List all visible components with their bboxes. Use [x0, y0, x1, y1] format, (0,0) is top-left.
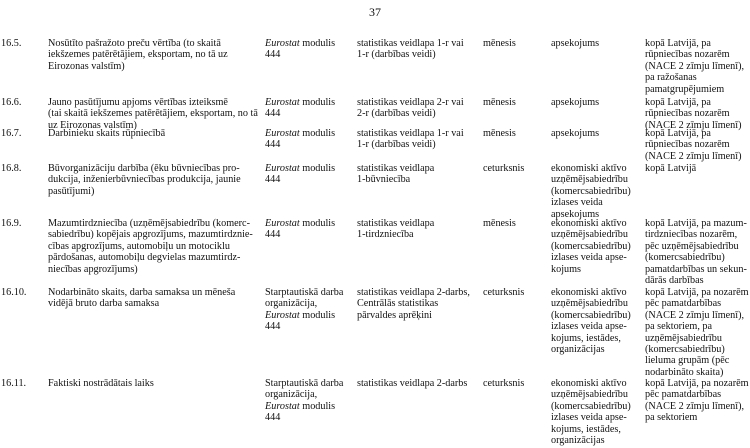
breakdown-detail: kopā Latvijā, pa rūpniecības nozarēm (NACE 2 zīmju līmenī) — [645, 97, 742, 131]
source-module: modulis 444 — [265, 218, 336, 241]
collection-method: ekonomiski aktīvo uzņēmējsabiedrību (komercsabiedrību) izlases veida apse- kojums, iestādes, organizācijas — [551, 287, 631, 356]
row-number: 16.7. — [1, 128, 22, 139]
collection-method: apsekojums — [551, 38, 600, 49]
source-eurostat: Eurostat — [265, 38, 300, 49]
source-eurostat: Eurostat — [265, 128, 300, 139]
data-source-form: statistikas veidlapa 2-darbs, Centrālās statistikas pārvaldes aprēķini — [357, 287, 470, 321]
source-organization: Starptautiskā darba organizācija, — [265, 378, 344, 401]
periodicity: ceturksnis — [483, 378, 525, 389]
periodicity: ceturksnis — [483, 163, 525, 174]
row-number: 16.11. — [1, 378, 27, 389]
source-eurostat: Eurostat — [265, 163, 300, 174]
source-module: modulis 444 — [265, 309, 336, 333]
legal-source — [265, 128, 353, 151]
legal-source — [265, 38, 353, 61]
source-eurostat: Eurostat — [265, 218, 300, 229]
legal-source — [265, 163, 353, 186]
source-eurostat: Eurostat — [265, 97, 300, 108]
indicator-description: Būvorganizāciju darbība (ēku būvniecības pro- dukcija, inženierbūvniecības produkcija, jaunie pasūtījumi) — [48, 163, 241, 197]
indicator-description: Jauno pasūtījumu apjoms vērtības izteiksmē (tai skaitā iekšzemes patērētājiem, eksportam, no tā uz Eirozonas valstīm) — [48, 97, 258, 131]
indicator-description: Nodarbināto skaits, darba samaksa un mēneša vidējā bruto darba samaksa — [48, 287, 236, 310]
source-module: modulis 444 — [265, 97, 336, 120]
page-number: 37 — [369, 5, 381, 19]
row-number: 16.10. — [1, 287, 27, 298]
indicator-description: Faktiski nostrādātais laiks — [48, 378, 154, 389]
source-module: modulis 444 — [265, 400, 336, 424]
breakdown-detail: kopā Latvijā, pa rūpniecības nozarēm (NACE 2 zīmju līmenī) — [645, 128, 742, 162]
row-number: 16.9. — [1, 218, 22, 229]
legal-source — [265, 218, 353, 241]
source-module: modulis 444 — [265, 38, 336, 61]
periodicity: mēnesis — [483, 128, 516, 139]
source-eurostat: Eurostat — [265, 309, 300, 321]
source-module: modulis 444 — [265, 163, 336, 186]
breakdown-detail: kopā Latvijā, pa rūpniecības nozarēm (NACE 2 zīmju līmenī), pa ražošanas pamatgrupējumiem — [645, 38, 745, 95]
periodicity: mēnesis — [483, 218, 516, 229]
data-source-form: statistikas veidlapa 1-r vai 1-r (darbības veidi) — [357, 38, 464, 61]
data-source-form: statistikas veidlapa 2-darbs — [357, 378, 468, 389]
indicator-description: Nosūtīto pašražoto preču vērtība (to skaitā iekšzemes patērētājiem, eksportam, no tā uz Eirozonas valstīm) — [48, 38, 228, 72]
data-source-form: statistikas veidlapa 1-r vai 1-r (darbības veidi) — [357, 128, 464, 151]
collection-method: ekonomiski aktīvo uzņēmējsabiedrību (komercsabiedrību) izlases veida apse- kojums — [551, 218, 631, 275]
breakdown-detail: kopā Latvijā, pa nozarēm pēc pamatdarbības (NACE 2 zīmju līmenī), pa sektoriem — [645, 378, 749, 424]
collection-method: ekonomiski aktīvo uzņēmējsabiedrību (komercsabiedrību) izlases veida apsekojums — [551, 163, 631, 220]
source-module: modulis 444 — [265, 128, 336, 151]
periodicity: mēnesis — [483, 38, 516, 49]
source-eurostat: Eurostat — [265, 400, 300, 412]
row-number: 16.6. — [1, 97, 22, 108]
breakdown-detail: kopā Latvijā, pa mazum- tirdzniecības nozarēm, pēc uzņēmējsabiedrību (komercsabiedrību) pamatdarbības un sekun- dārās darbības — [645, 218, 747, 287]
row-number: 16.8. — [1, 163, 22, 174]
periodicity: mēnesis — [483, 97, 516, 108]
collection-method: apsekojums — [551, 128, 600, 139]
row-number: 16.5. — [1, 38, 22, 49]
breakdown-detail: kopā Latvijā — [645, 163, 697, 174]
data-source-form: statistikas veidlapa 1-būvniecība — [357, 163, 435, 186]
source-organization: Starptautiskā darba organizācija, — [265, 287, 344, 310]
legal-source — [265, 97, 353, 120]
indicator-description: Darbinieku skaits rūpniecībā — [48, 128, 166, 139]
legal-source — [265, 378, 353, 424]
indicator-description: Mazumtirdzniecība (uzņēmējsabiedrību (komerc- sabiedrību) kopējais apgrozījums, mazumtirdznie- cības apgrozījums, automobiļu un motociklu pārdošanas, automobiļu degvielas mazumtirdz- niecības apgrozījums) — [48, 218, 253, 275]
data-source-form: statistikas veidlapa 2-r vai 2-r (darbības veidi) — [357, 97, 464, 120]
legal-source — [265, 287, 353, 333]
data-source-form: statistikas veidlapa 1-tirdzniecība — [357, 218, 435, 241]
collection-method: ekonomiski aktīvo uzņēmējsabiedrību (komercsabiedrību) izlases veida apse- kojums, iestādes, organizācijas — [551, 378, 631, 447]
breakdown-detail: kopā Latvijā, pa nozarēm pēc pamatdarbības (NACE 2 zīmju līmenī), pa sektoriem, pa uzņēmējsabiedrību (komercsabiedrību) lieluma grupām (pēc nodarbināto skaita) — [645, 287, 749, 378]
collection-method: apsekojums — [551, 97, 600, 108]
periodicity: ceturksnis — [483, 287, 525, 298]
